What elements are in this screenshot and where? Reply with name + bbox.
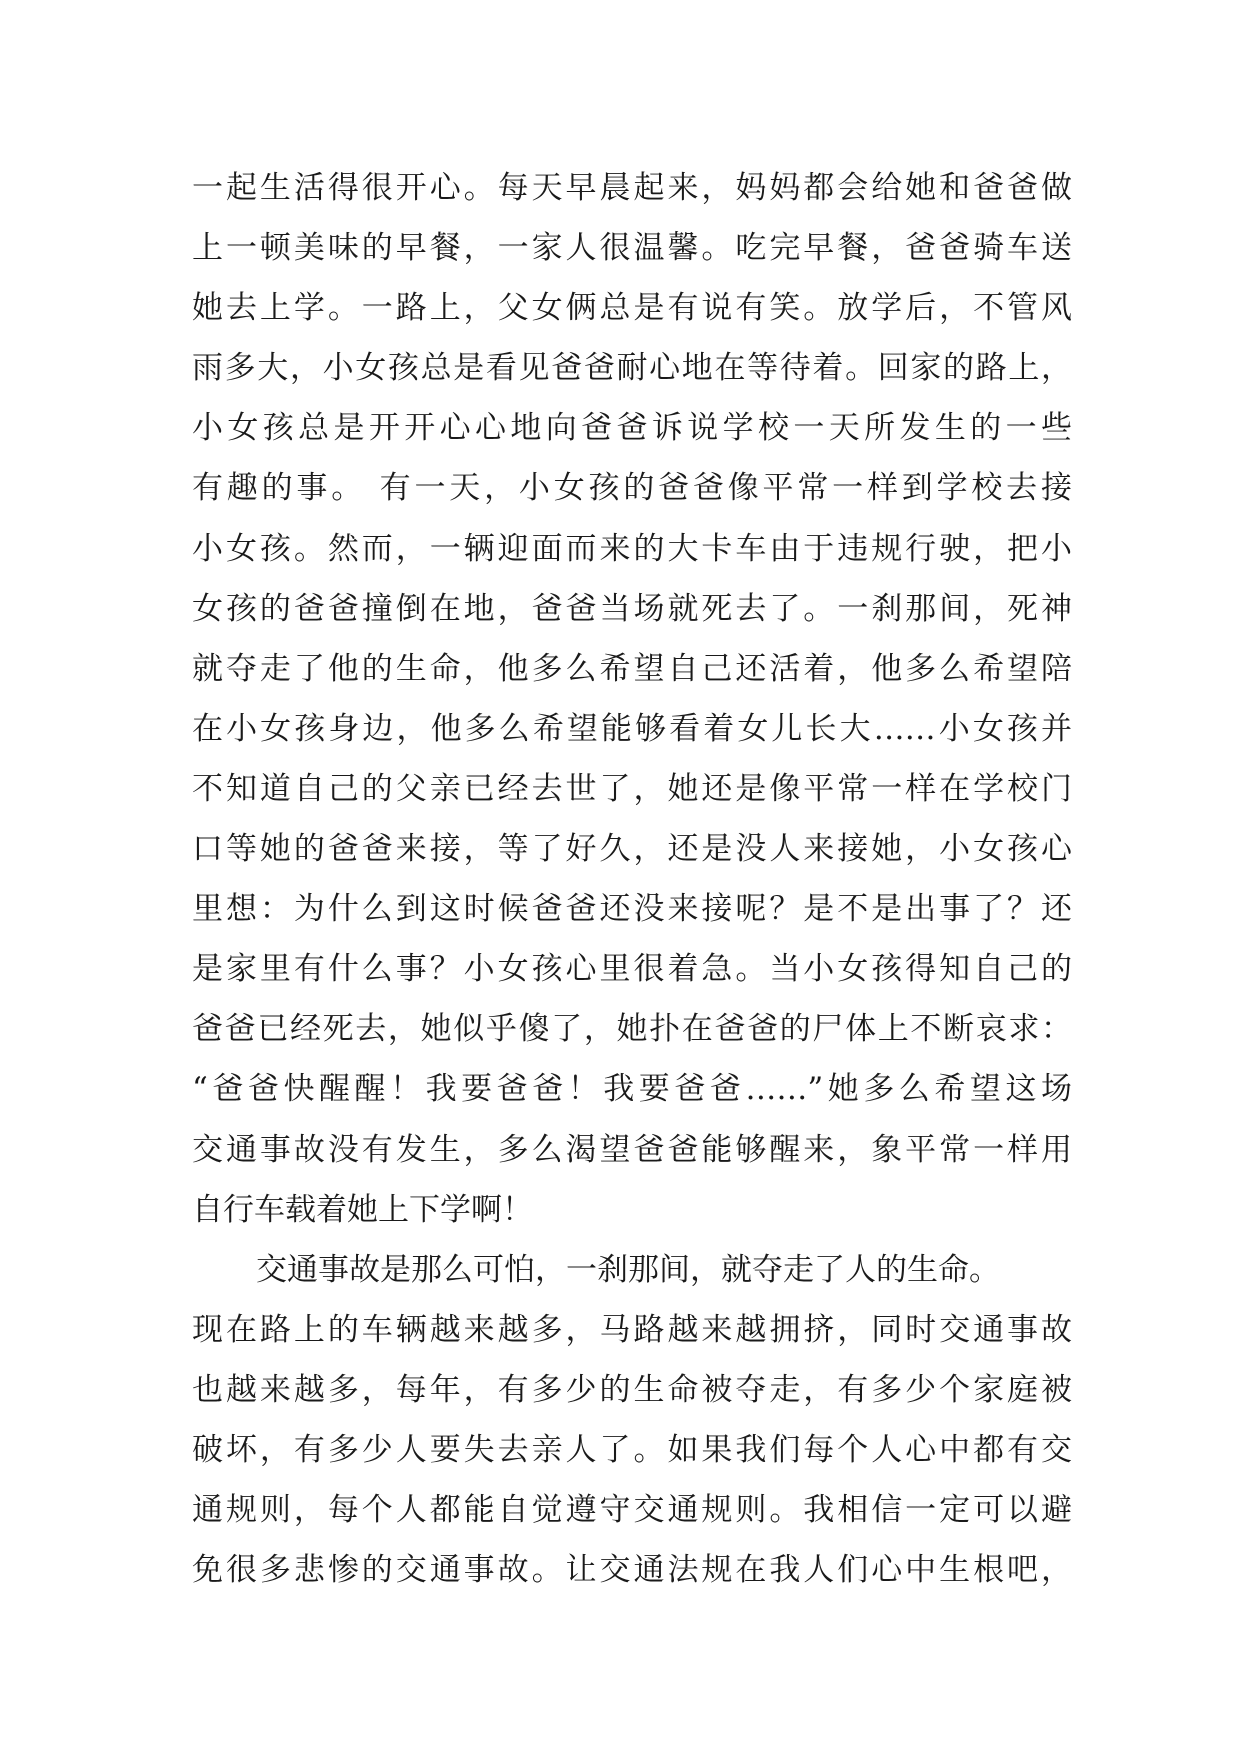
- text-line: “爸爸快醒醒！我要爸爸！我要爸爸……”她多么希望这场: [192, 1071, 1072, 1108]
- text-line: 小女孩。然而，一辆迎面而来的大卡车由于违规行驶，把小: [192, 530, 1072, 567]
- text-line: 爸爸已经死去，她似乎傻了，她扑在爸爸的尸体上不断哀求：: [192, 1011, 1072, 1048]
- text-line: 里想：为什么到这时候爸爸还没来接呢？是不是出事了？还: [192, 891, 1072, 928]
- text-line: 也越来越多，每年，有多少的生命被夺走，有多少个家庭被: [192, 1371, 1072, 1408]
- text-line: 是家里有什么事？小女孩心里很着急。当小女孩得知自己的: [192, 951, 1072, 988]
- text-line: 有趣的事。 有一天，小女孩的爸爸像平常一样到学校去接: [192, 470, 1072, 507]
- text-line: 雨多大，小女孩总是看见爸爸耐心地在等待着。回家的路上，: [192, 350, 1072, 387]
- text-line: 女孩的爸爸撞倒在地，爸爸当场就死去了。一刹那间，死神: [192, 590, 1072, 627]
- text-line: 小女孩总是开开心心地向爸爸诉说学校一天所发生的一些: [192, 410, 1072, 447]
- text-line: 交通事故没有发生，多么渴望爸爸能够醒来，象平常一样用: [192, 1131, 1072, 1168]
- text-line: 她去上学。一路上，父女俩总是有说有笑。放学后，不管风: [192, 290, 1072, 327]
- body-text: [192, 158, 1072, 1600]
- text-line: 不知道自己的父亲已经去世了，她还是像平常一样在学校门: [192, 770, 1072, 807]
- text-line: 一起生活得很开心。每天早晨起来，妈妈都会给她和爸爸做: [192, 170, 1072, 206]
- text-line: 通规则，每个人都能自觉遵守交通规则。我相信一定可以避: [192, 1492, 1072, 1529]
- text-line: 免很多悲惨的交通事故。让交通法规在我人们心中生根吧，: [192, 1552, 1072, 1589]
- paragraph-first-line: 交通事故是那么可怕，一刹那间，就夺走了人的生命。: [256, 1251, 1000, 1288]
- text-line: 破坏，有多少人要失去亲人了。如果我们每个人心中都有交: [192, 1431, 1072, 1468]
- text-line: 在小女孩身边，他多么希望能够看着女儿长大……小女孩并: [192, 710, 1072, 747]
- text-line: 口等她的爸爸来接，等了好久，还是没人来接她，小女孩心: [192, 831, 1072, 868]
- text-line: 自行车载着她上下学啊！: [192, 1191, 533, 1228]
- text-line: 现在路上的车辆越来越多，马路越来越拥挤，同时交通事故: [192, 1311, 1072, 1348]
- text-line: 上一顿美味的早餐，一家人很温馨。吃完早餐，爸爸骑车送: [192, 230, 1072, 267]
- text-line: 就夺走了他的生命，他多么希望自己还活着，他多么希望陪: [192, 650, 1072, 687]
